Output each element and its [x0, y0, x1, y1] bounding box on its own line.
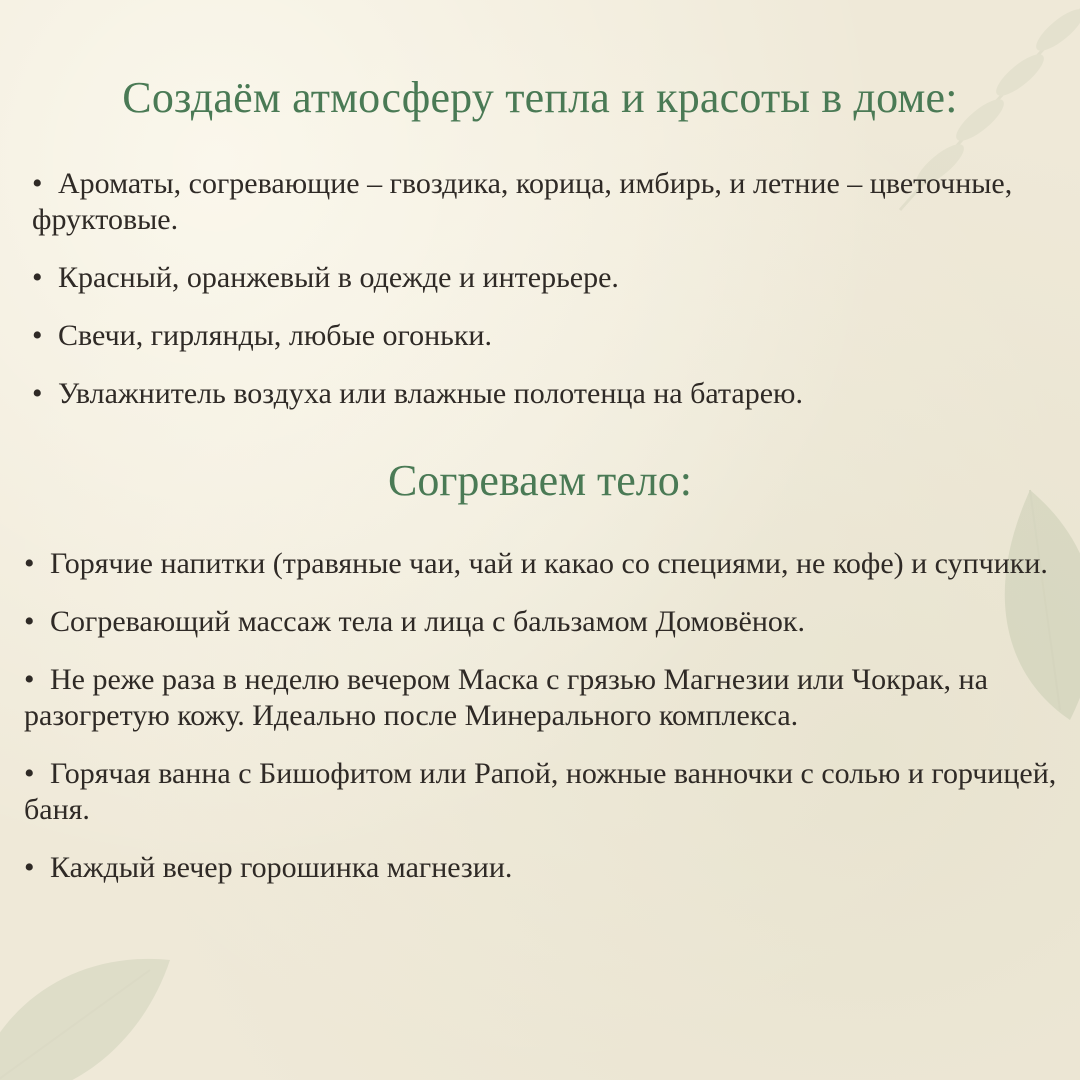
list-item — [32, 318, 1042, 354]
list-item — [24, 850, 1080, 886]
bullet-icon: • — [32, 319, 43, 352]
list-item — [32, 376, 1042, 412]
bullet-icon: • — [32, 167, 43, 200]
list-item — [24, 662, 1080, 734]
bullet-icon: • — [24, 547, 35, 580]
list-item-text: Красный, оранжевый в одежде и интерьере. — [58, 261, 619, 294]
list-item-text: Ароматы, согревающие – гвоздика, корица, имбирь, и летние – цветочные, фруктовые. — [32, 167, 1013, 236]
list-item-text: Согревающий массаж тела и лица с бальзамом Домовёнок. — [50, 605, 805, 638]
list-item — [32, 166, 1042, 238]
list-item-text: Свечи, гирлянды, любые огоньки. — [58, 319, 492, 352]
list-item — [24, 604, 1080, 640]
bullet-icon: • — [32, 261, 43, 294]
list-item-text: Увлажнитель воздуха или влажные полотенца на батарею. — [58, 377, 803, 410]
list-item — [24, 546, 1080, 582]
list-item-text: Каждый вечер горошинка магнезии. — [50, 851, 513, 884]
list-item-text: Горячие напитки (травяные чаи, чай и какао со специями, не кофе) и супчики. — [50, 547, 1048, 580]
bullet-icon: • — [24, 757, 35, 790]
home-tips-list — [32, 166, 1042, 434]
bullet-icon: • — [24, 663, 35, 696]
list-item — [24, 756, 1080, 828]
body-tips-list — [24, 546, 1080, 908]
bullet-icon: • — [24, 851, 35, 884]
body-section-heading: Согреваем тело: — [388, 456, 692, 505]
bullet-icon: • — [32, 377, 43, 410]
home-section-heading: Создаём атмосферу тепла и красоты в доме: — [122, 73, 958, 122]
bullet-icon: • — [24, 605, 35, 638]
list-item — [32, 260, 1042, 296]
list-item-text: Горячая ванна с Бишофитом или Рапой, ножные ванночки с солью и горчицей, баня. — [24, 757, 1057, 826]
list-item-text: Не реже раза в неделю вечером Маска с грязью Магнезии или Чокрак, на разогретую кожу. Идеально после Минерального комплекса. — [24, 663, 988, 732]
